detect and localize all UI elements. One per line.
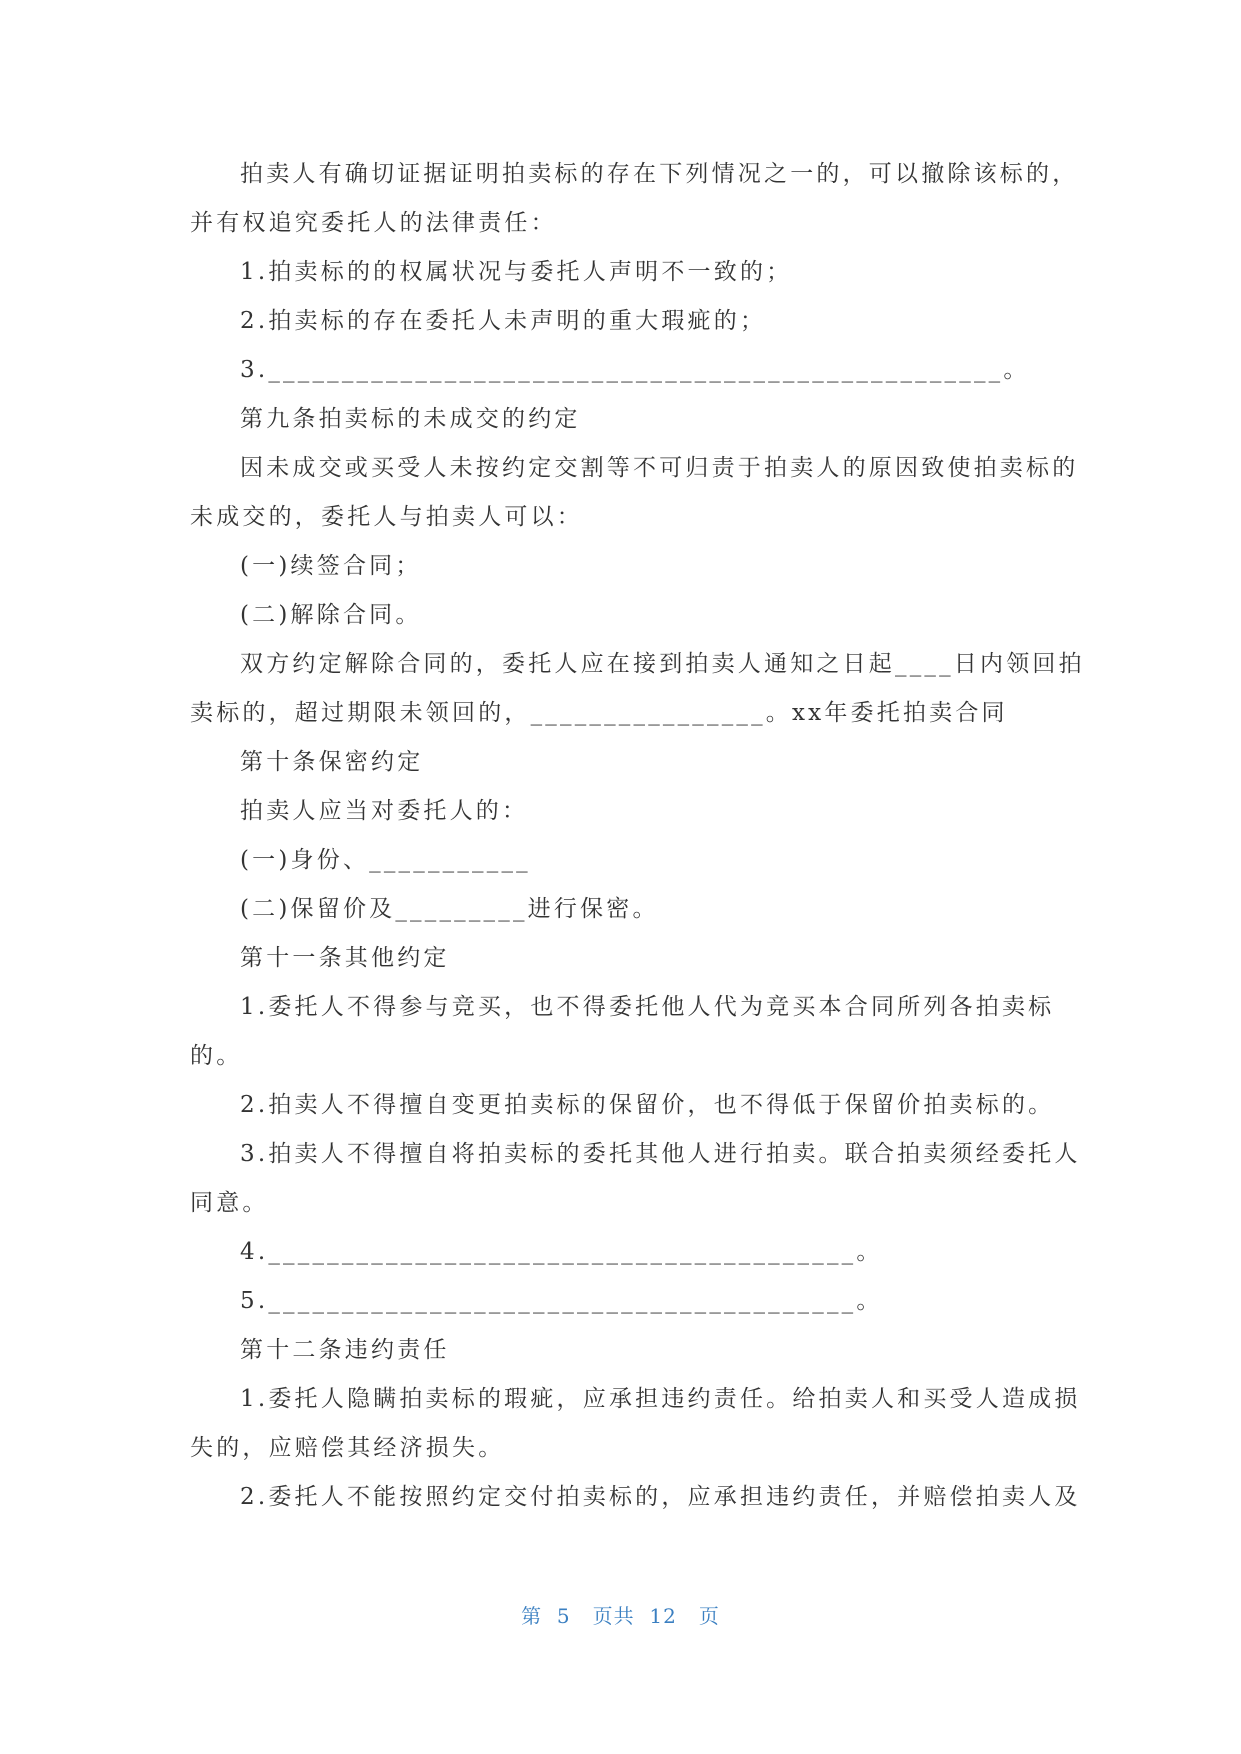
text-line: (一)身份、___________ [240,847,531,873]
text-line: 未成交的，委托人与拍卖人可以： [190,504,583,530]
text-line: (一)续签合同； [240,553,422,579]
text-line: 卖标的，超过期限未领回的，________________。xx年委托拍卖合同 [190,700,1008,726]
text-line: (二)保留价及_________进行保密。 [240,896,659,922]
text-line: 第十条保密约定 [240,749,424,775]
text-line: 拍卖人有确切证据证明拍卖标的存在下列情况之一的，可以撤除该标的， [240,161,1079,187]
text-line: 1.拍卖标的的权属状况与委托人声明不一致的； [240,259,793,285]
text-line: 1.委托人隐瞒拍卖标的瑕疵，应承担违约责任。给拍卖人和买受人造成损 [240,1386,1081,1412]
text-line: 双方约定解除合同的，委托人应在接到拍卖人通知之日起____日内领回拍 [240,651,1085,677]
text-line: 拍卖人应当对委托人的： [240,798,529,824]
text-line: 第九条拍卖标的未成交的约定 [240,406,581,432]
text-line: 失的，应赔偿其经济损失。 [190,1435,505,1461]
text-line: 3.__________________________________________________。 [240,357,1030,383]
text-line: 5.________________________________________。 [240,1288,883,1314]
text-line: 第十二条违约责任 [240,1337,450,1363]
text-line: 4.________________________________________。 [240,1239,883,1265]
text-line: 第十一条其他约定 [240,945,450,971]
text-line: 因未成交或买受人未按约定交割等不可归责于拍卖人的原因致使拍卖标的 [240,455,1079,481]
text-line: 2.拍卖标的存在委托人未声明的重大瑕疵的； [240,308,767,334]
text-line: (二)解除合同。 [240,602,422,628]
document-page [190,150,1085,1522]
text-line: 2.拍卖人不得擅自变更拍卖标的保留价，也不得低于保留价拍卖标的。 [240,1092,1055,1118]
text-line: 的。 [190,1043,243,1069]
page-footer: 第 5 页共 12 页 [521,1604,720,1628]
text-line: 2.委托人不能按照约定交付拍卖标的，应承担违约责任，并赔偿拍卖人及 [240,1484,1081,1510]
text-line: 1.委托人不得参与竞买，也不得委托他人代为竞买本合同所列各拍卖标 [240,994,1055,1020]
text-line: 同意。 [190,1190,269,1216]
text-line: 3.拍卖人不得擅自将拍卖标的委托其他人进行拍卖。联合拍卖须经委托人 [240,1141,1081,1167]
text-line: 并有权追究委托人的法律责任： [190,210,557,236]
